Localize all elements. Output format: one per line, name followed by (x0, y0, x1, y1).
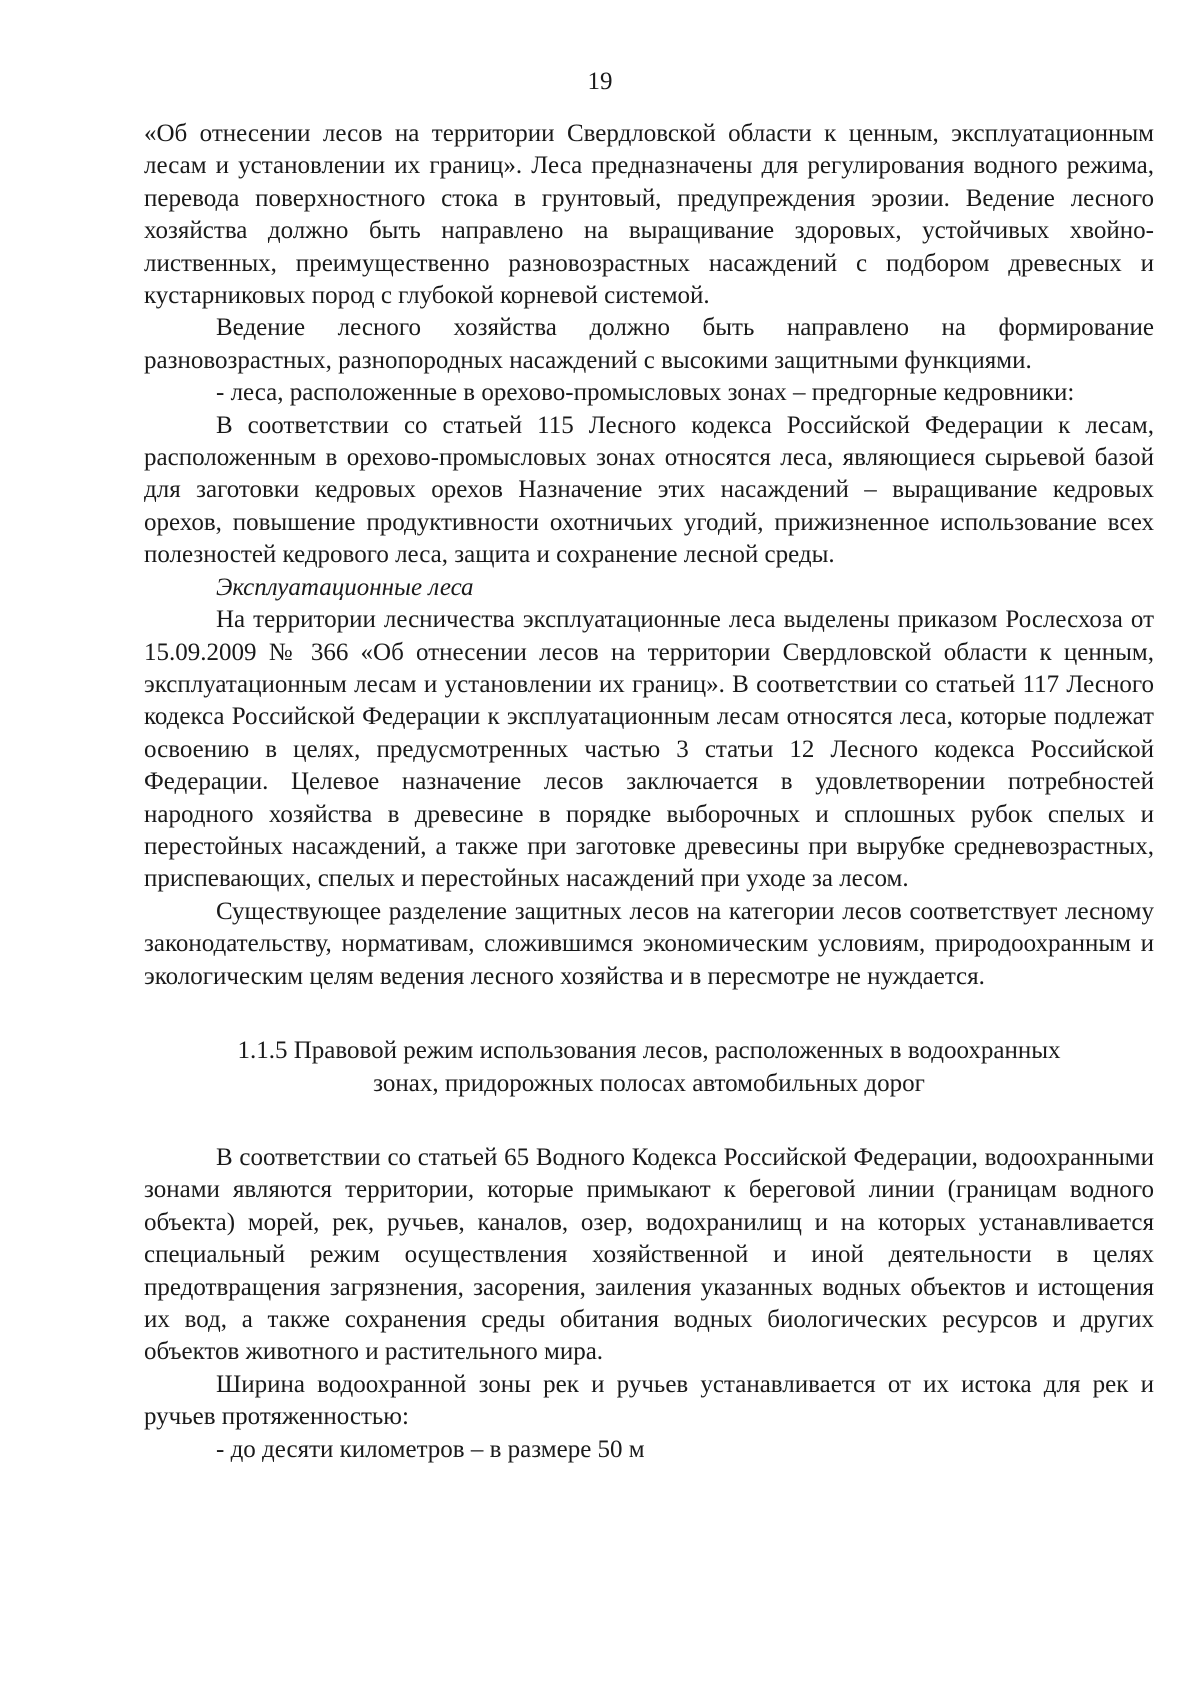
subheading-exploitation-forests: Эксплуатационные леса (216, 573, 474, 601)
paragraph-exploitation-forests: На территории лесничества эксплуатационные леса выделены приказом Рослесхоза от 15.09.2009 № 366 «Об отнесении лесов на территории Свердловской области к ценным, эксплуатационным лесам и установлении их границ». В соответствии со статьей 117 Лесного кодекса Российской Федерации к эксплуатационным лесам относятся леса, которые подлежат освоению в целях, предусмотренных частью 3 статьи 12 Лесного кодекса Российской Федерации. Целевое назначение лесов заключается в удовлетворении потребностей народного хозяйства в древесине в порядке выборочных и сплошных рубок спелых и перестойных насаждений, а также при заготовке древесины при вырубке средневозрастных, приспевающих, спелых и перестойных насаждений при уходе за лесом. (144, 606, 1154, 893)
list-item-nut-zones: - леса, расположенные в орехово-промысловых зонах – предгорные кедровники: (216, 379, 1075, 407)
section-heading-1-1-5 (144, 1034, 1154, 1100)
document-body (144, 118, 1154, 1466)
list-item-up-to-ten-km: - до десяти километров – в размере 50 м (216, 1435, 645, 1463)
paragraph-forestry-goals: Ведение лесного хозяйства должно быть направлено на формирование разновозрастных, разнопородных насаждений с высокими защитными функциями. (144, 314, 1154, 374)
paragraph-category-division: Существующее разделение защитных лесов на категории лесов соответствует лесному законодательству, нормативам, сложившимся экономическим условиям, природоохранным и экологическим целям ведения лесного хозяйства и в пересмотре не нуждается. (144, 897, 1154, 990)
paragraph-article-65: В соответствии со статьей 65 Водного Кодекса Российской Федерации, водоохранными зонами являются территории, которые примыкают к береговой линии (границам водного объекта) морей, рек, ручьев, каналов, озер, водохранилищ и на которых устанавливается специальный режим осуществления хозяйственной и иной деятельности в целях предотвращения загрязнения, засорения, заиления указанных водных объектов и истощения их вод, а также сохранения среды обитания водных биологических ресурсов и других объектов животного и растительного мира. (144, 1143, 1154, 1366)
section-heading-line-1: 1.1.5 Правовой режим использования лесов, расположенных в водоохранных (237, 1036, 1061, 1064)
paragraph-valuable-forests-continuation: «Об отнесении лесов на территории Свердловской области к ценным, эксплуатационным лесам и установлении их границ». Леса предназначены для регулирования водного режима, перевода поверхностного стока в грунтовый, предупреждения эрозии. Ведение лесного хозяйства должно быть направлено на выращивание здоровых, устойчивых хвойно-лиственных, преимущественно разновозрастных насаждений с подбором древесных и кустарниковых пород с глубокой корневой системой. (144, 120, 1154, 310)
page-number: 19 (587, 68, 613, 95)
section-heading-line-2: зонах, придорожных полосах автомобильных дорог (373, 1069, 925, 1097)
paragraph-article-115: В соответствии со статьей 115 Лесного кодекса Российской Федерации к лесам, расположенным в орехово-промысловых зонах относятся леса, являющиеся сырьевой базой для заготовки кедровых орехов Назначение этих насаждений – выращивание кедровых орехов, повышение продуктивности охотничьих угодий, прижизненное использование всех полезностей кедрового леса, защита и сохранение лесной среды. (144, 411, 1154, 569)
paragraph-zone-width: Ширина водоохранной зоны рек и ручьев устанавливается от их истока для рек и ручьев протяженностью: (144, 1370, 1154, 1431)
